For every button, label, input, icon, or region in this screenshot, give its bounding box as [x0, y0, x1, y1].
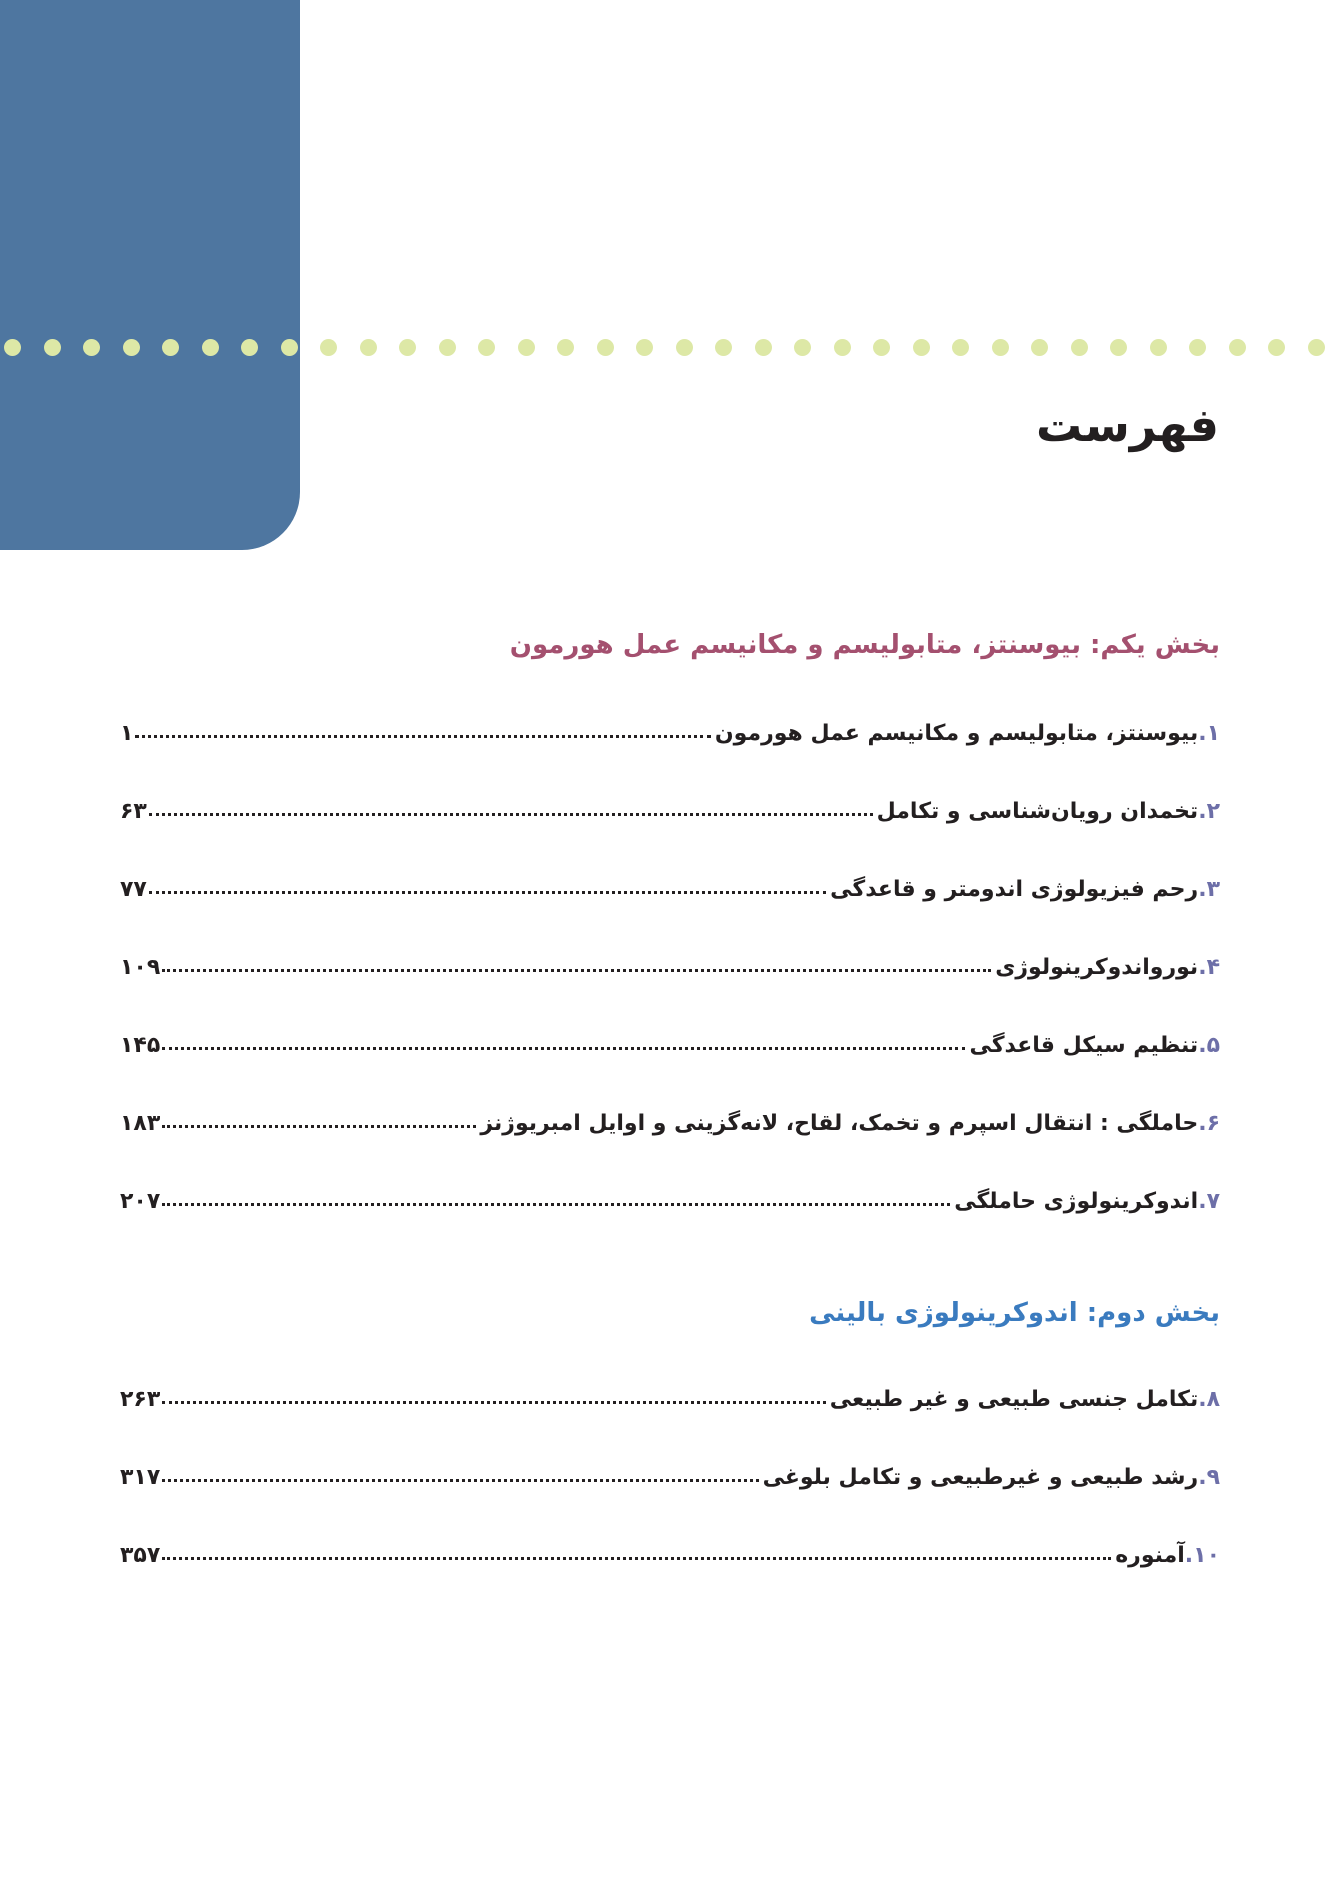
divider-dot	[1031, 339, 1048, 356]
entry-title: تکامل جنسی طبیعی و غیر طبیعی	[829, 1387, 1199, 1412]
divider-dot	[439, 339, 456, 356]
divider-dot	[4, 339, 21, 356]
dot-leader	[135, 735, 710, 738]
divider-dot	[202, 339, 219, 356]
divider-dot	[1071, 339, 1088, 356]
divider-dot	[597, 339, 614, 356]
entry-title: اندوکرینولوژی حاملگی	[954, 1189, 1199, 1214]
entry-title: رشد طبیعی و غیرطبیعی و تکامل بلوغی	[762, 1465, 1199, 1490]
entry-title: حاملگی : انتقال اسپرم و تخمک، لقاح، لانه‌گزینی و اوایل امبریوژنز	[480, 1111, 1199, 1136]
entry-title: نورواندوکرینولوژی	[995, 955, 1199, 980]
entry-number: ۷.	[1198, 1189, 1220, 1214]
corner-color-block	[0, 0, 300, 550]
toc-entry[interactable]	[120, 862, 1220, 902]
entry-page-number: ۱	[120, 721, 134, 746]
entry-number: ۸.	[1198, 1387, 1220, 1412]
divider-dot	[1150, 339, 1167, 356]
entry-page-number: ۲۶۳	[120, 1387, 161, 1412]
entry-number: ۴.	[1198, 955, 1220, 980]
divider-dot	[755, 339, 772, 356]
entry-number: ۱.	[1198, 721, 1220, 746]
divider-dot	[123, 339, 140, 356]
divider-dot	[557, 339, 574, 356]
entry-number: ۱۰.	[1184, 1543, 1220, 1568]
divider-dot	[44, 339, 61, 356]
entry-page-number: ۲۰۷	[120, 1189, 161, 1214]
divider-dot	[913, 339, 930, 356]
toc-entry[interactable]	[120, 784, 1220, 824]
toc-entry[interactable]	[120, 1174, 1220, 1214]
divider-dot	[83, 339, 100, 356]
divider-dot	[1268, 339, 1285, 356]
divider-dot	[873, 339, 890, 356]
entry-title: تنظیم سیکل قاعدگی	[969, 1033, 1199, 1058]
entry-page-number: ۱۰۹	[120, 955, 161, 980]
dot-leader	[162, 1557, 1111, 1560]
entry-title: تخمدان رویان‌شناسی و تکامل	[876, 799, 1199, 824]
part-one-heading: بخش یکم: بیوسنتز، متابولیسم و مکانیسم عمل هورمون	[509, 630, 1220, 660]
entry-page-number: ۶۳	[120, 799, 147, 824]
entry-title: آمنوره	[1115, 1543, 1185, 1568]
toc-entry[interactable]	[120, 1096, 1220, 1136]
divider-dot	[794, 339, 811, 356]
entry-number: ۵.	[1198, 1033, 1220, 1058]
divider-dot	[241, 339, 258, 356]
dot-leader	[162, 1401, 825, 1404]
entry-page-number: ۱۴۵	[120, 1033, 161, 1058]
divider-dot	[952, 339, 969, 356]
divider-dot	[1308, 339, 1325, 356]
toc-entry[interactable]	[120, 706, 1220, 746]
dotted-divider	[0, 332, 1337, 362]
entry-number: ۶.	[1198, 1111, 1220, 1136]
entry-page-number: ۷۷	[120, 877, 147, 902]
dot-leader	[162, 1125, 476, 1128]
divider-dot	[834, 339, 851, 356]
dot-leader	[162, 969, 991, 972]
divider-dot	[715, 339, 732, 356]
divider-dot	[320, 339, 337, 356]
dot-leader	[162, 1479, 758, 1482]
dot-leader	[149, 891, 826, 894]
toc-entry[interactable]	[120, 1528, 1220, 1568]
divider-dot	[992, 339, 1009, 356]
entry-number: ۳.	[1198, 877, 1220, 902]
entry-number: ۹.	[1198, 1465, 1220, 1490]
toc-entry[interactable]	[120, 1450, 1220, 1490]
divider-dot	[162, 339, 179, 356]
divider-dot	[478, 339, 495, 356]
dot-leader	[162, 1203, 950, 1206]
entry-page-number: ۱۸۳	[120, 1111, 161, 1136]
divider-dot	[399, 339, 416, 356]
entry-title: بیوسنتز، متابولیسم و مکانیسم عمل هورمون	[714, 721, 1199, 746]
divider-dot	[676, 339, 693, 356]
divider-dot	[360, 339, 377, 356]
toc-entry[interactable]	[120, 940, 1220, 980]
divider-dot	[1189, 339, 1206, 356]
entry-title: رحم فیزیولوژی اندومتر و قاعدگی	[830, 877, 1199, 902]
divider-dot	[1229, 339, 1246, 356]
toc-entry[interactable]	[120, 1372, 1220, 1412]
part-two-heading: بخش دوم: اندوکرینولوژی بالینی	[809, 1298, 1220, 1328]
divider-dot	[1110, 339, 1127, 356]
entry-page-number: ۳۱۷	[120, 1465, 161, 1490]
toc-entry[interactable]	[120, 1018, 1220, 1058]
entry-page-number: ۳۵۷	[120, 1543, 161, 1568]
entry-number: ۲.	[1198, 799, 1220, 824]
divider-dot	[281, 339, 298, 356]
page-title: فهرست	[1035, 398, 1219, 452]
divider-dot	[636, 339, 653, 356]
dot-leader	[149, 813, 873, 816]
divider-dot	[518, 339, 535, 356]
dot-leader	[162, 1047, 965, 1050]
